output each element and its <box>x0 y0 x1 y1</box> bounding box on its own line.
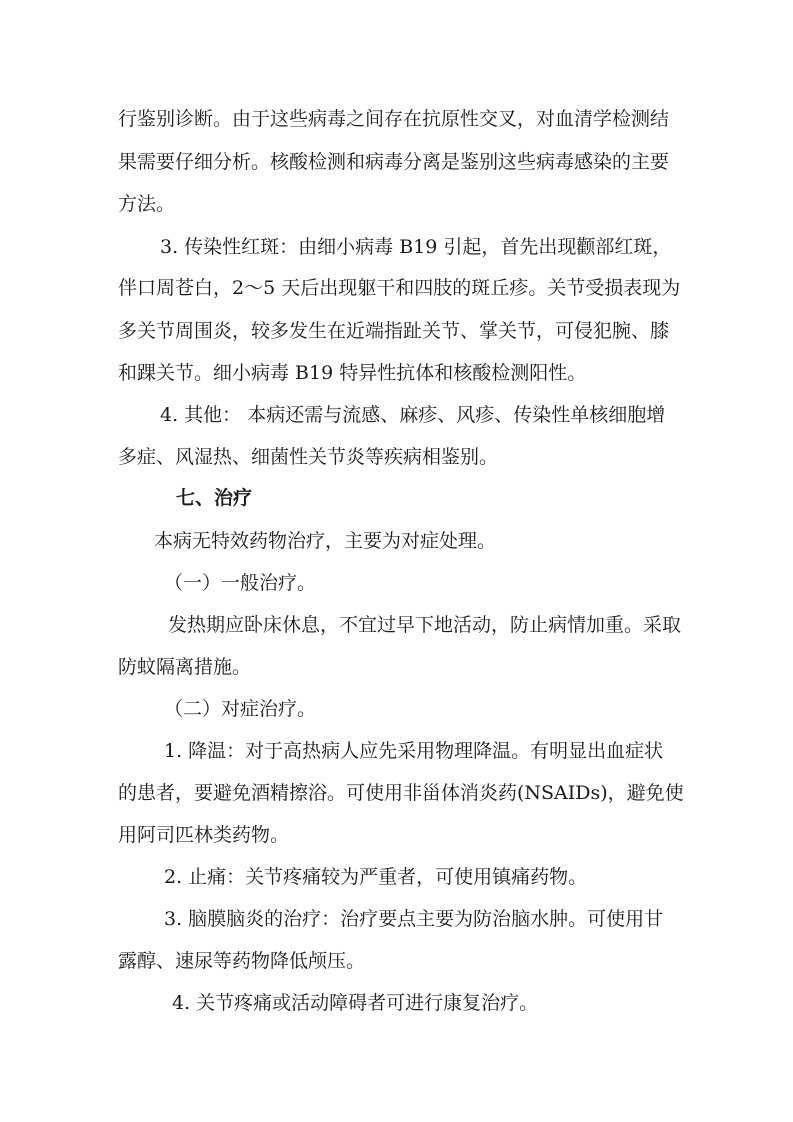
list-item-line: 4. 关节疼痛或活动障碍者可进行康复治疗。 <box>172 992 539 1014</box>
paragraph-line: 和踝关节。细小病毒 B19 特异性抗体和核酸检测阳性。 <box>118 362 587 384</box>
paragraph-line: 露醇、速尿等药物降低颅压。 <box>118 950 366 972</box>
list-item-line: 2. 止痛：关节疼痛较为严重者，可使用镇痛药物。 <box>164 866 588 888</box>
section-heading: 七、治疗 <box>176 487 253 509</box>
paragraph-line: 本病无特效药物治疗，主要为对症处理。 <box>154 530 497 552</box>
list-item-line: 1. 降温：对于高热病人应先采用物理降温。有明显出血症状 <box>164 740 664 762</box>
paragraph-line: 果需要仔细分析。核酸检测和病毒分离是鉴别这些病毒感染的主要 <box>118 151 670 173</box>
paragraph-line: 多关节周围炎，较多发生在近端指趾关节、掌关节，可侵犯腕、膝 <box>118 320 670 342</box>
paragraph-line: 发热期应卧床休息，不宜过早下地活动，防止病情加重。采取 <box>168 614 682 636</box>
subsection-heading: （二）对症治疗。 <box>164 698 317 720</box>
paragraph-line: 用阿司匹林类药物。 <box>118 824 290 846</box>
paragraph-line: 防蚊隔离措施。 <box>118 656 252 678</box>
paragraph-line: 的患者，要避免酒精擦浴。可使用非甾体消炎药(NSAIDs)，避免使 <box>118 782 684 804</box>
subsection-heading: （一）一般治疗。 <box>164 572 317 594</box>
paragraph-line: 方法。 <box>118 193 176 215</box>
paragraph-line: 多症、风湿热、细菌性关节炎等疾病相鉴别。 <box>118 446 499 468</box>
list-item-line: 3. 传染性红斑：由细小病毒 B19 引起，首先出现颧部红斑， <box>160 236 672 258</box>
list-item-line: 3. 脑膜脑炎的治疗：治疗要点主要为防治脑水肿。可使用甘 <box>164 908 664 930</box>
paragraph-line: 行鉴别诊断。由于这些病毒之间存在抗原性交叉，对血清学检测结 <box>118 108 670 130</box>
paragraph-line: 伴口周苍白，2～5 天后出现躯干和四肢的斑丘疹。关节受损表现为 <box>118 277 681 299</box>
list-item-line: 4. 其他： 本病还需与流感、麻疹、风疹、传染性单核细胞增 <box>160 404 666 426</box>
